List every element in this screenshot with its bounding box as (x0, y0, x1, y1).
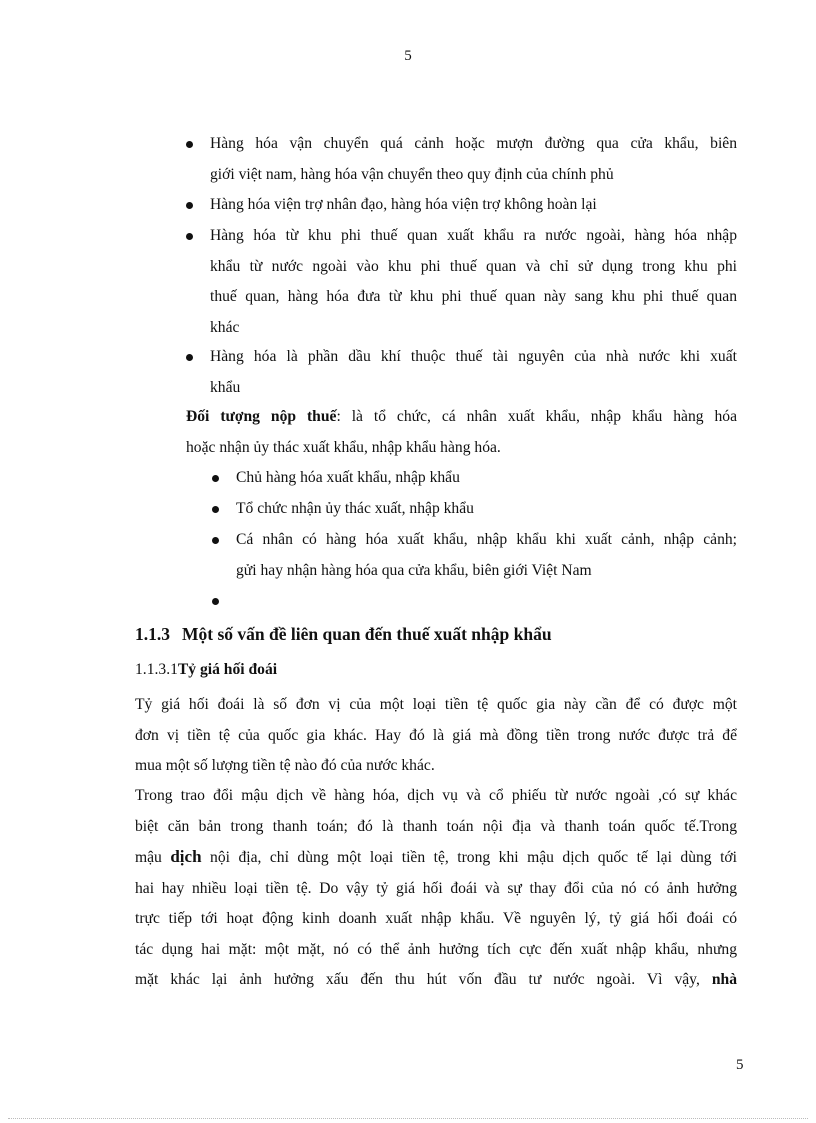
list-item-line: Cá nhân có hàng hóa xuất khẩu, nhập khẩu khi xuất cảnh, nhập cảnh; (236, 531, 737, 548)
list-item (186, 221, 737, 343)
paragraph-line (135, 842, 737, 874)
list-item-line (236, 586, 737, 617)
section-number: 1.1.3 (135, 624, 170, 644)
bullet-icon (186, 141, 193, 148)
list-item-line: thuế quan, hàng hóa đưa từ khu phi thuế quan này sang khu phi thuế quan (210, 288, 737, 305)
paragraph-text: mặt khác lại ảnh hưởng xấu đến thu hút vốn đầu tư nước ngoài. Vì vậy, (135, 971, 712, 988)
list-item-line: khẩu từ nước ngoài vào khu phi thuế quan và chỉ sử dụng trong khu phi (210, 257, 737, 275)
page-bottom-rule (8, 1118, 808, 1119)
paragraph-text: mậu (135, 849, 171, 866)
bullet-icon (186, 202, 193, 209)
list-item (186, 342, 737, 403)
list-item-line: Tổ chức nhận ủy thác xuất, nhập khẩu (236, 500, 474, 517)
bullet-icon (212, 506, 219, 513)
list-item-line: Hàng hóa là phần dầu khí thuộc thuế tài nguyên của nhà nước khi xuất (210, 348, 737, 365)
subsection-number: 1.1.3.1 (135, 661, 178, 678)
list-item-line: Hàng hóa từ khu phi thuế quan xuất khẩu ra nước ngoài, hàng hóa nhập (210, 227, 737, 244)
list-item-line: Chủ hàng hóa xuất khẩu, nhập khẩu (236, 469, 460, 486)
list-item-line: Hàng hóa viện trợ nhân đạo, hàng hóa viện trợ không hoàn lại (210, 196, 597, 213)
list-item-line: khác (210, 318, 240, 336)
subsection-heading (135, 655, 277, 685)
taxpayer-text-line2: hoặc nhận ủy thác xuất khẩu, nhập khẩu hàng hóa. (186, 438, 501, 456)
page-number-top: 5 (404, 48, 412, 64)
list-item (212, 463, 737, 494)
paragraph-line (135, 965, 737, 996)
bullet-icon (212, 475, 219, 482)
list-item-line: giới việt nam, hàng hóa vận chuyển theo quy định của chính phủ (210, 165, 614, 183)
paragraph-line: Tỷ giá hối đoái là số đơn vị của một loại tiền tệ quốc gia này cần để có được một (135, 696, 737, 713)
paragraph-text: nội địa, chỉ dùng một loại tiền tệ, trong khi mậu dịch quốc tế lại dùng tới (201, 849, 737, 866)
paragraph-line: tác dụng hai mặt: một mặt, nó có thể ảnh hưởng tích cực đến xuất nhập khẩu, nhưng (135, 940, 737, 958)
list-item (212, 525, 737, 586)
list-item (186, 190, 737, 221)
subsection-title: Tỷ giá hối đoái (177, 661, 278, 678)
taxpayer-paragraph (186, 402, 737, 463)
bullet-icon (186, 233, 193, 240)
paragraph-line: đơn vị tiền tệ của quốc gia khác. Hay đó là giá mà đồng tiền trong nước được trả để (135, 726, 737, 744)
section-title: Một số vấn đề liên quan đến thuế xuất nhập khẩu (182, 624, 552, 644)
bullet-icon (186, 354, 193, 361)
bullet-icon (212, 598, 219, 605)
paragraph-line: Trong trao đổi mậu dịch về hàng hóa, dịch vụ và cổ phiếu từ nước ngoài ,có sự khác (135, 787, 737, 804)
paragraph-line: biệt căn bản trong thanh toán; đó là thanh toán nội địa và thanh toán quốc tế.Trong (135, 817, 737, 835)
paragraph-line: trực tiếp tới hoạt động kinh doanh xuất nhập khẩu. Về nguyên lý, tỷ giá hối đoái có (135, 910, 737, 927)
page-number-bottom: 5 (736, 1057, 744, 1073)
taxpayer-label: Đối tượng nộp thuế (186, 408, 337, 425)
paragraph-exchange-rate-definition (135, 690, 737, 782)
emphasized-word: nhà (711, 971, 737, 988)
paragraph-line: mua một số lượng tiền tệ nào đó của nước khác. (135, 757, 435, 774)
list-item-line: khẩu (210, 378, 241, 396)
list-item (212, 586, 737, 617)
taxpayer-text: : là tổ chức, cá nhân xuất khẩu, nhập khẩu hàng hóa (336, 408, 737, 425)
list-item-line: Hàng hóa vận chuyển quá cảnh hoặc mượn đường qua cửa khẩu, biên (210, 135, 737, 152)
paragraph-exchange-rate-impact (135, 781, 737, 996)
list-item-line: gửi hay nhận hàng hóa qua cửa khẩu, biên giới Việt Nam (236, 561, 592, 579)
paragraph-line: hai hay nhiều loại tiền tệ. Do vậy tỷ giá hối đoái và sự thay đổi của nó có ảnh hưởng (135, 879, 737, 897)
bullet-icon (212, 537, 219, 544)
list-item (186, 129, 737, 190)
list-item (212, 494, 737, 525)
emphasized-word: dịch (170, 847, 202, 866)
section-heading (135, 619, 552, 649)
